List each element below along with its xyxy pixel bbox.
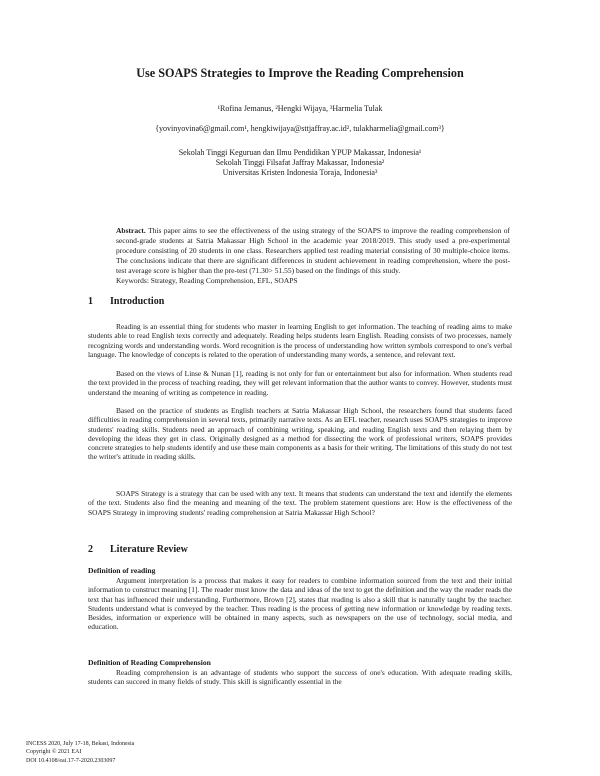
section-heading-introduction: [88, 296, 164, 307]
footer-copyright: Copyright © 2021 EAI: [26, 749, 82, 756]
intro-paragraph-3: Based on the practice of students as English teachers at Satria Makassar High School, the researchers found that students faced difficulties in reading comprehension in several texts, primarily narrative texts. As an EFL teacher, research uses SOAPS strategies to improve students' reading skills. Students need an approach of combining writing, speaking, and reading English texts and then relaying them by developing the ideas they get in class. Originally designed as a method for dissecting the work of professional writers, SOAPS provides concrete strategies to help students identify and use these main components as a basis for their writing. The limitations of this study do not test the writer's attitude in reading skills.: [88, 406, 512, 462]
subheading-reading-comprehension: Definition of Reading Comprehension: [88, 658, 211, 667]
intro-paragraph-1: Reading is an essential thing for students who master in learning English to get information. The teaching of reading aims to make students able to read English texts correctly and adequately. Reading helps students learn English. Reading consists of two processes, namely recognizing words and understanding words. Word recognition is the process of understanding how written symbols correspond to one's verbal language. The knowledge of concepts is related to the operation of understanding many words, a sentence, and relevant text.: [88, 322, 512, 359]
footer-doi: DOI 10.4108/eai.17-7-2020.2303097: [26, 757, 116, 764]
literature-paragraph-2: Reading comprehension is an advantage of students who support the success of one's education. With adequate reading skills, students can succeed in many fields of study. This skill is significantly essential in the: [88, 668, 512, 687]
section-title: Introduction: [110, 296, 165, 307]
page-footer: [26, 740, 134, 765]
literature-paragraph-1: Argument interpretation is a process that makes it easy for readers to combine information sourced from the text and their initial information to construct meaning [1]. The reader must know the data and ideas of the text to get the definition and the way the reader reads the text that has influenced their understanding. Furthermore, Brown [2], states that reading is also a skill that is naturally taught by the teacher. Students understand what is conveyed by the teacher. Thus reading is the process of getting new information or knowledge by reading texts. Besides, information or experience will be obtained in many aspects, such as newspapers on the use of technology, social media, and education.: [88, 576, 512, 632]
intro-paragraph-4: SOAPS Strategy is a strategy that can be used with any text. It means that students can understand the text and identify the elements of the text. Students also find the meaning and meaning of the text. The problem statement questions are: How is the effectiveness of the SOAPS Strategy in improving students' reading comprehension at Satria Makassar High School?: [88, 489, 512, 517]
keywords: Keywords: Strategy, Reading Comprehension, EFL, SOAPS: [116, 276, 298, 285]
abstract: [116, 226, 510, 276]
affiliation-1: Sekolah Tinggi Keguruan dan Ilmu Pendidikan YPUP Makassar, Indonesia¹: [178, 148, 422, 157]
footer-conference: INCESS 2020, July 17-18, Bekasi, Indonesia: [26, 741, 135, 747]
author-emails: {yovinyovina6@gmail.com¹, hengkiwijaya@sttjaffray.ac.id², tulakharmelia@gmail.com³}: [155, 124, 445, 133]
section-number: 1: [88, 296, 93, 307]
paper-title: Use SOAPS Strategies to Improve the Reading Comprehension: [136, 66, 464, 80]
affiliation-3: Universitas Kristen Indonesia Toraja, Indonesia³: [222, 168, 378, 177]
subheading-definition-of-reading: Definition of reading: [88, 566, 156, 575]
section-number: 2: [88, 544, 93, 555]
abstract-text: This paper aims to see the effectiveness of the using strategy of the SOAPS to improve the reading comprehension of second-grade students at Satria Makassar High School in the academic year 2018/2019. This study used a pre-experimental procedure consisting of 20 students in one class. Researchers applied test reading material consisting of 30 multiple-choice items. The conclusions indicate that there are significant differences in student achievement in reading comprehension, where the post-test average score is higher than the pre-test (71.30> 51.55) based on the findings of this study.: [116, 226, 510, 275]
abstract-label: Abstract.: [116, 226, 146, 235]
intro-paragraph-2: Based on the views of Linse & Nunan [1], reading is not only for fun or entertainment but also for information. When students read the text provided in the process of teaching reading, they will get relevant information that the author wants to convey. However, students must understand the meaning of writing as competence in reading.: [88, 369, 512, 397]
section-heading-literature-review: [88, 544, 188, 555]
section-title: Literature Review: [110, 544, 188, 555]
affiliation-2: Sekolah Tinggi Filsafat Jaffray Makassar, Indonesia²: [215, 158, 385, 167]
author-list: ¹Rofina Jemanus, ²Hengki Wijaya, ³Harmelia Tulak: [217, 104, 383, 113]
